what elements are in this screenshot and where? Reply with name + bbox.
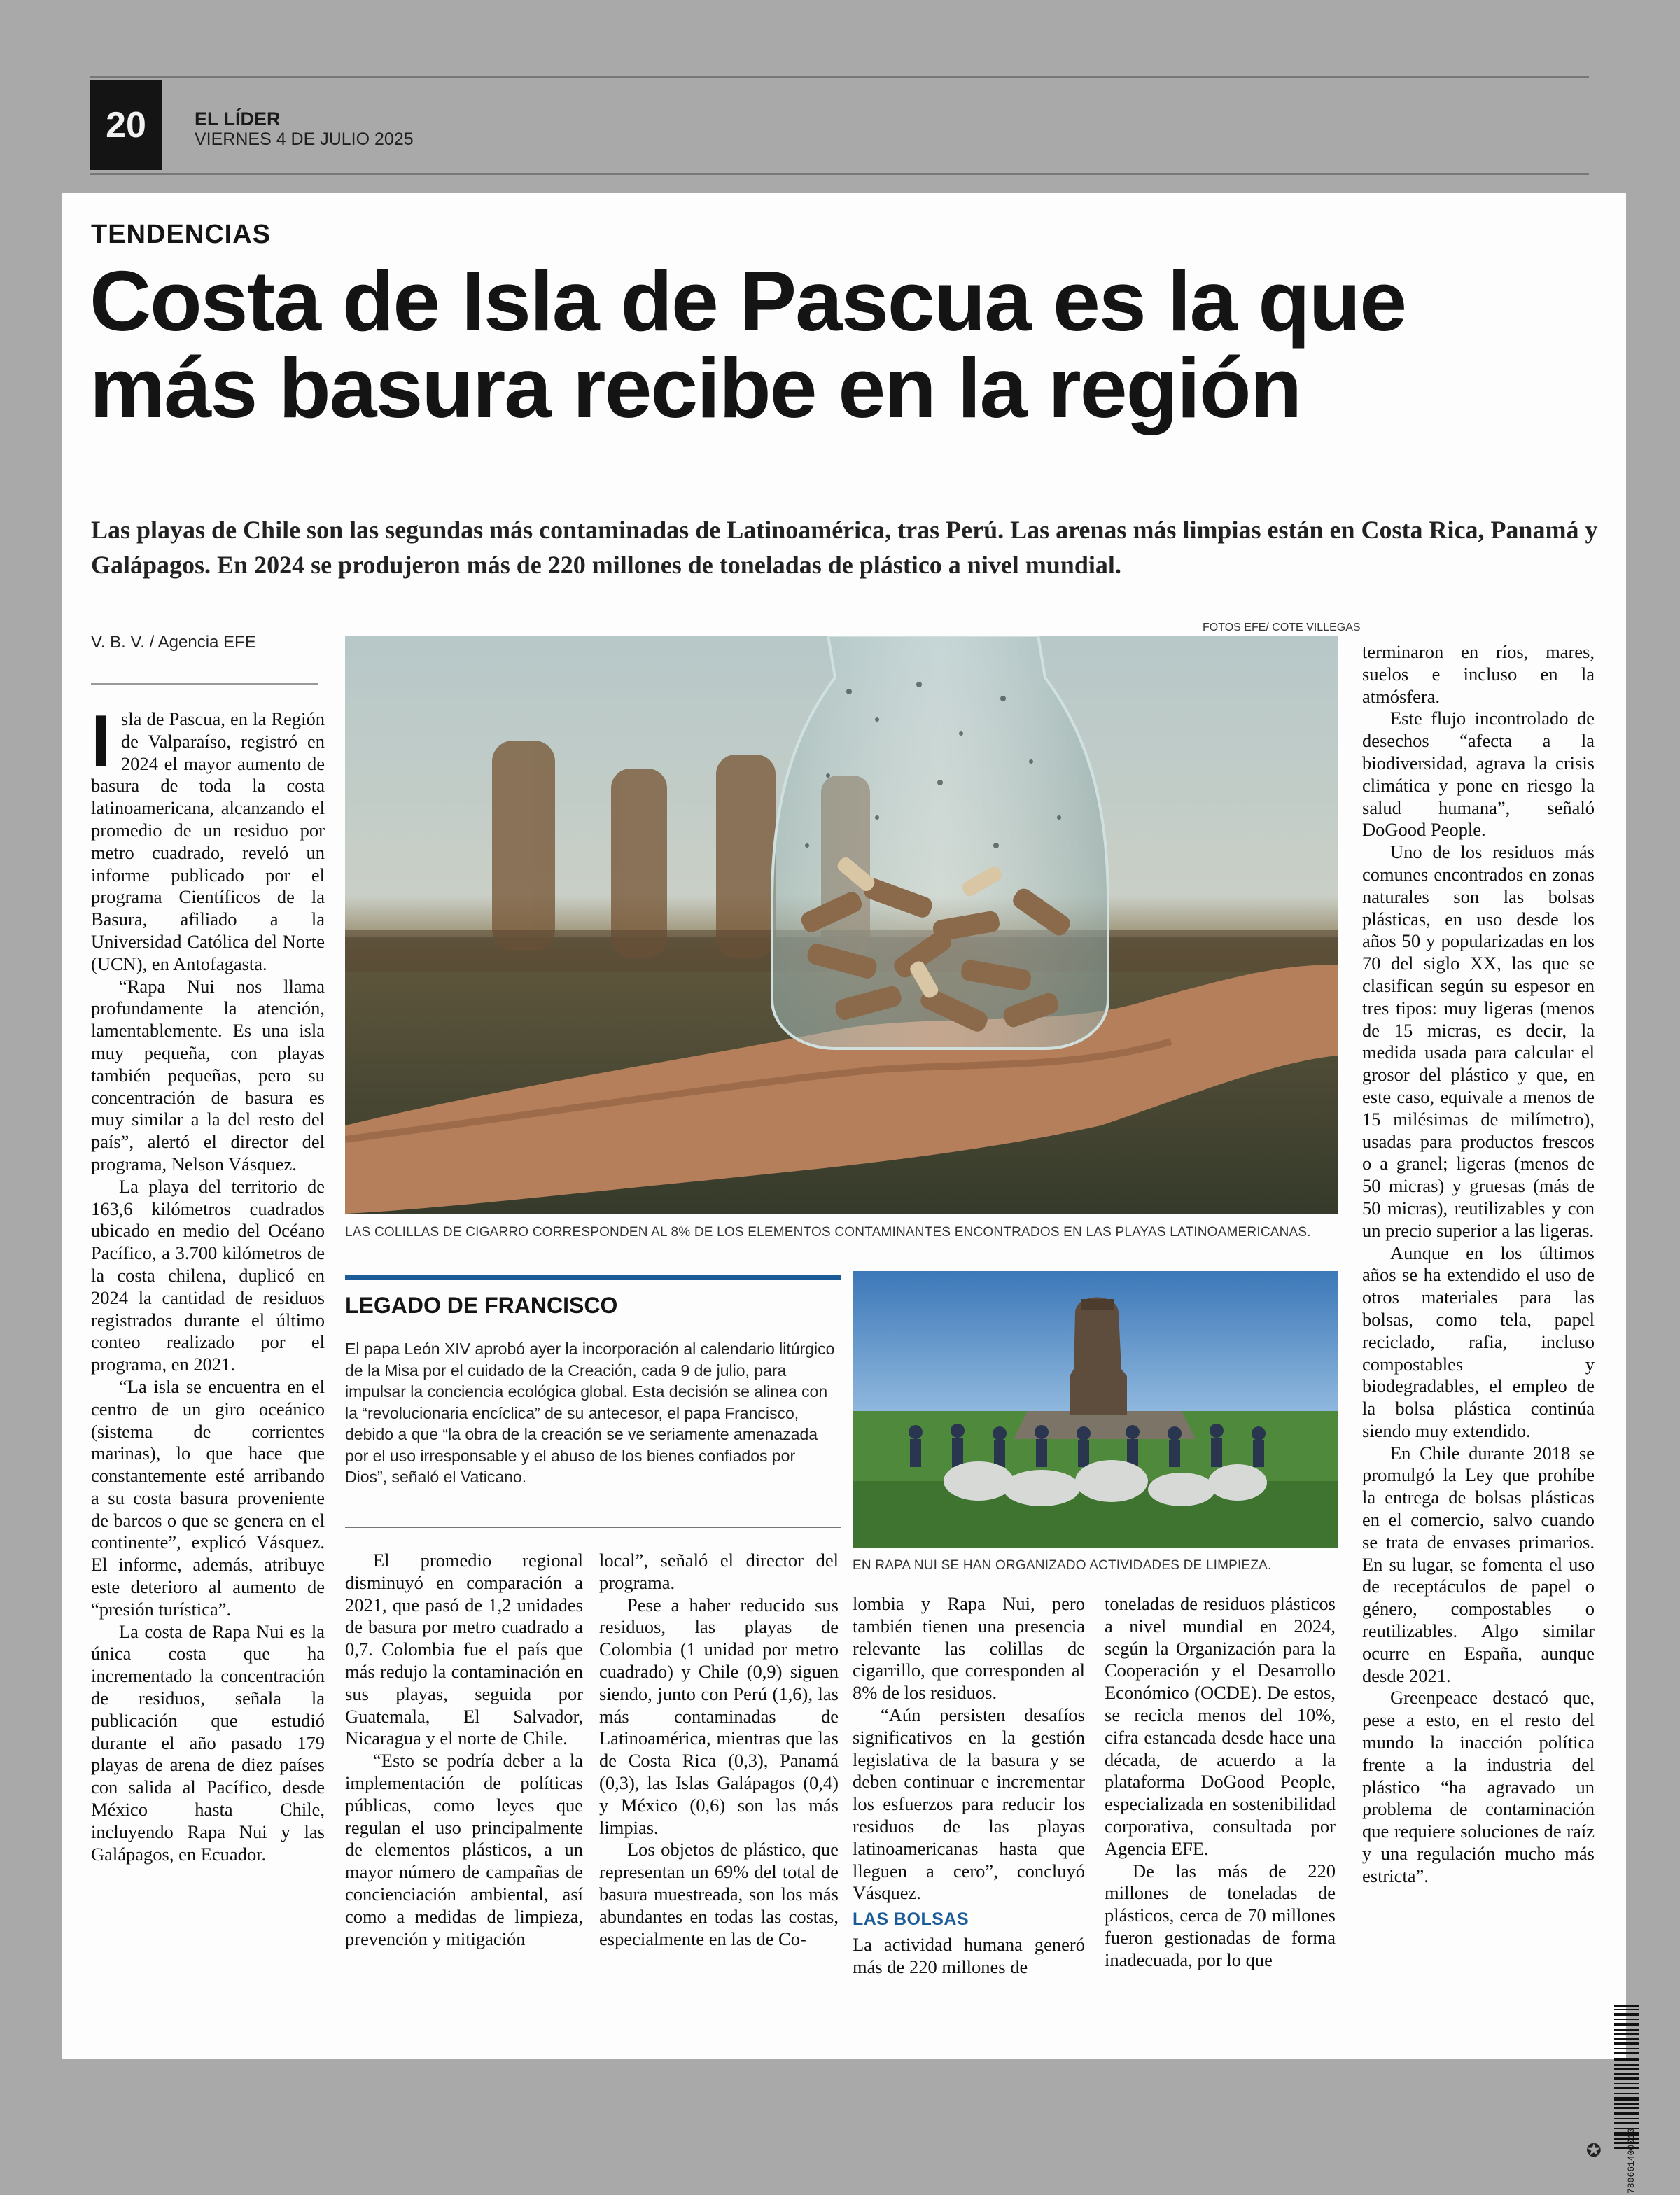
article-paragraph: De las más de 220 millones de toneladas de plásticos, cerca de 70 millones fueron gestionadas de forma inadecuada, por lo que [1105,1860,1336,1970]
byline: V. B. V. / Agencia EFE [91,633,256,652]
cleanup-photo-caption: EN RAPA NUI SE HAN ORGANIZADO ACTIVIDADES DE LIMPIEZA. [853,1558,1272,1573]
box-bottom-rule [345,1527,841,1528]
article-paragraph: “Esto se podría deber a la implementación de políticas públicas, como leyes que regulan el uso principalmente de elementos plásticos, a un mayor número de campañas de concienciación ambiental, así como a medidas de limpieza, prevención y mitigación [345,1750,583,1949]
article-paragraph: Los objetos de plástico, que representan un 69% del total de basura muestreada, son los más abundantes en todas las costas, especialmente en las de Co- [599,1839,839,1949]
article-paragraph: Greenpeace destacó que, pese a esto, en el resto del mundo la inacción política frente a la industria del plástico “ha agravado un problema de contaminación que requiere soluciones de raíz y una regulación mucho más estricta”. [1362,1687,1595,1886]
main-photo [345,636,1338,1214]
article-column-1 [91,701,325,1865]
article-dek: Las playas de Chile son las segundas más contaminadas de Latinoamérica, tras Perú. Las arenas más limpias están en Costa Rica, Panamá y Galápagos. En 2024 se produjeron más de 220 millones de toneladas de plástico a nivel mundial. [91,516,1598,580]
main-photo-caption: LAS COLILLAS DE CIGARRO CORRESPONDEN AL 8% DE LOS ELEMENTOS CONTAMINANTES ENCONTRADOS EN LAS PLAYAS LATINOAMERICANAS. [345,1225,1311,1240]
article-paragraph: lombia y Rapa Nui, pero también tienen una presencia relevante las colillas de cigarrillo, que corresponden al 8% de los residuos. [853,1593,1085,1704]
article-paragraph: El promedio regional disminuyó en comparación a 2021, que pasó de 1,2 unidades de basura por metro cuadrado a 0,7. Colombia fue el país que más redujo la contaminación en sus playas, seguida por Guatemala, El Salvador, Nicaragua y el norte de Chile. [345,1550,583,1749]
issue-date: VIERNES 4 DE JULIO 2025 [195,129,414,149]
page-header [90,76,1589,175]
article-paragraph: En Chile durante 2018 se promulgó la Ley que prohíbe la entrega de bolsas plásticas en el comercio, salvo cuando se trata de envases primarios. En su lugar, se fomenta el uso de receptáculos de papel o género, compostables o reutilizables. Algo similar ocurre en España, aunque desde 2021. [1362,1442,1595,1686]
article-paragraph: “Aún persisten desafíos significativos en la gestión legislativa de la basura y se deben continuar e incrementar los esfuerzos para reducir los residuos de las playas latinoamericanas hasta que lleguen a cero”, concluyó Vásquez. [853,1704,1085,1904]
cleanup-photo [853,1271,1338,1548]
newspaper-page [62,193,1637,2194]
headline-line-2: más basura recibe en la región [90,340,1301,436]
sidebar-box-text: El papa León XIV aprobó ayer la incorporación al calendario litúrgico de la Misa por el cuidado de la Creación, cada 9 de julio, para impulsar la conciencia ecológica global. Esta decisión se alinea con la “revolucionaria encíclica” de su antecesor, el papa Francisco, debido a que “la obra de la creación se ve seriamente amenazada por el uso irresponsable y el abuso de los bienes confiados por Dios”, señaló el Vaticano. [345,1340,835,1486]
barcode-icon [1614,2005,1639,2195]
article-paragraph: terminaron en ríos, mares, suelos e incluso en la atmósfera. [1362,641,1595,707]
article-paragraph: Este flujo incontrolado de desechos “afecta a la biodiversidad, agrava la crisis climática y pone en riesgo la salud humana”, señaló DoGood People. [1362,708,1595,841]
article-paragraph [91,701,325,976]
article-paragraph: Aunque en los últimos años se ha extendido el uso de otros materiales para las bolsas, como tela, papel reciclado, rafia, incluso compostables y biodegradables, el empleo de la bolsa plástica continúa siendo muy extendido. [1362,1242,1595,1441]
byline-divider [91,683,318,685]
paragraph-text: sla de Pascua, en la Región de Valparaíso, registró en 2024 el mayor aumento de basura de toda la costa latinoamericana, alcanzando el promedio de un residuo por metro cuadrado, reveló un informe publicado por el programa Científicos de la Basura, afiliado a la Universidad Católica del Norte (UCN), en Antofagasta. [91,708,325,974]
article-paragraph: Pese a haber reducido sus residuos, las playas de Colombia (1 unidad por metro cuadrado) y Chile (0,9) siguen siendo, junto con Perú (1,6), las más contaminadas de Latinoamérica, mientras que las de Costa Rica (0,3), Panamá (0,3), las Islas Galápagos (0,4) y México (0,6) son las más limpias. [599,1594,839,1838]
box-top-rule [345,1275,841,1280]
article-paragraph: “La isla se encuentra en el centro de un giro oceánico (sistema de corrientes marinas), lo que hace que constantemente esté arribando a su costa basura proveniente de barcos o que se genera en el continente”, explicó Vásquez. El informe, además, atribuye este deterioro al aumento de “presión turística”. [91,1375,325,1620]
photo-credit: FOTOS EFE/ COTE VILLEGAS [1203,622,1361,633]
article-paragraph: Uno de los residuos más comunes encontrados en zonas naturales son las bolsas plásticas, en uso desde los años 50 y popularizadas en los 70 del siglo XX, las que se clasifican según su espesor en tres tipos: muy ligeras (menos de 15 micras, es decir, la medida usada para calcular el grosor del plástico y que, en este caso, equivale a menos de 15 milésimas de milímetro), usadas para productos frescos o a granel; ligeras (menos de 50 micras) y gruesas (más de 50 micras), reutilizables y con un precio superior a las ligeras. [1362,841,1595,1241]
article-column-6 [1362,641,1595,1888]
headline-line-1: Costa de Isla de Pascua es la que [90,253,1406,349]
article-column-2 [345,1550,583,1950]
article-paragraph: toneladas de residuos plásticos a nivel mundial en 2024, según la Organización para la Cooperación y el Desarrollo Económico (OCDE). De estos, se recicla menos del 10%, cifra estancada desde hace una década, de acuerdo a la plataforma DoGood People, especializada en sostenibilidad corporativa, consultada por Agencia EFE. [1105,1593,1336,1859]
article-paragraph: La costa de Rapa Nui es la única costa que ha incrementado la concentración de residuos, señala la publicación que estudió durante el año pasado 179 playas de arena de diez países con salida al Pacífico, desde México hasta Chile, incluyendo Rapa Nui y las Galápagos, en Ecuador. [91,1620,325,1865]
article-column-4 [853,1593,1085,1979]
sidebar-box-title: LEGADO DE FRANCISCO [345,1293,618,1318]
section-subhead: LAS BOLSAS [853,1909,969,1930]
end-of-article-icon: ✪ [1586,2140,1602,2161]
article-column-3 [599,1550,839,1950]
main-photo-illustration [345,636,1338,1214]
barcode-digits: 780661400013 [1626,2128,1637,2194]
drop-cap: I [91,701,111,782]
page-number: 20 [90,80,162,170]
article-paragraph: local”, señaló el director del programa. [599,1550,839,1593]
headline [90,253,1602,436]
section-label: TENDENCIAS [91,220,272,249]
cleanup-photo-illustration [853,1271,1338,1548]
article-paragraph: La actividad humana generó más de 220 millones de [853,1933,1085,1977]
newspaper-name: EL LÍDER [195,108,281,129]
article-column-5 [1105,1593,1336,1972]
article-paragraph: La playa del territorio de 163,6 kilómetros cuadrados ubicado en medio del Océano Pacífico, a 3.700 kilómetros de la costa chilena, duplicó en 2024 la cantidad de residuos registrados durante el último conteo realizado por el programa, en 2021. [91,1175,325,1375]
article-paragraph: “Rapa Nui nos llama profundamente la atención, lamentablemente. Es una isla muy pequeña, con playas también pequeñas, pero su concentración de basura es muy similar a la del resto del país”, alertó el director del programa, Nelson Vásquez. [91,975,325,1174]
